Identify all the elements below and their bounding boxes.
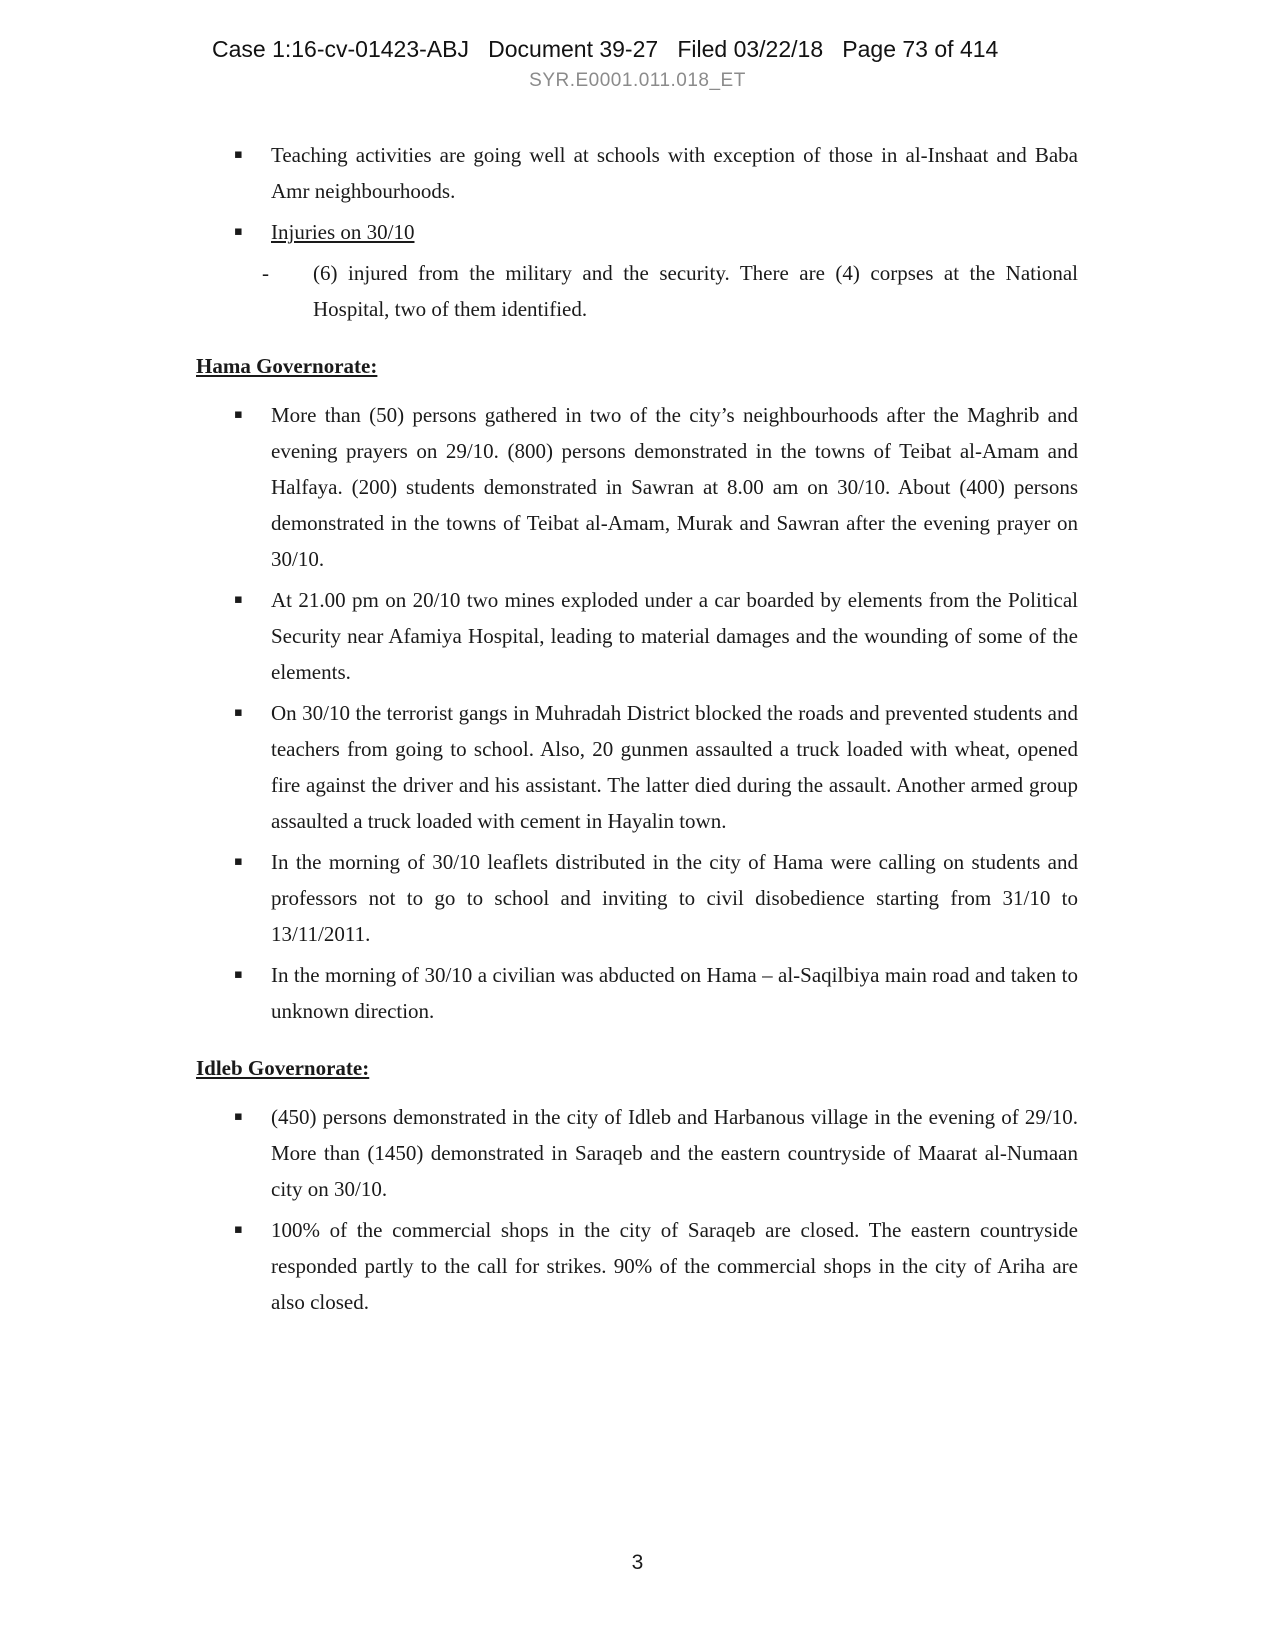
- bullet-icon: ▪: [234, 967, 243, 982]
- bullet-icon: ▪: [234, 1222, 243, 1237]
- list-item: [196, 1212, 1078, 1320]
- bullet-icon: ▪: [234, 224, 243, 239]
- list-item-text: Injuries on 30/10: [271, 220, 415, 244]
- bullet-icon: ▪: [234, 854, 243, 869]
- sub-list-item-text: (6) injured from the military and the security. There are (4) corpses at the National Hospital, two of them identified.: [313, 261, 1078, 321]
- list-item: [196, 582, 1078, 690]
- list-item: [196, 957, 1078, 1029]
- list-item: [196, 844, 1078, 952]
- court-stamp-caption: Case 1:16-cv-01423-ABJ Document 39-27 Filed 03/22/18 Page 73 of 414: [212, 36, 999, 62]
- list-item: [196, 695, 1078, 839]
- list-item-text: In the morning of 30/10 a civilian was abducted on Hama – al-Saqilbiya main road and taken to unknown direction.: [271, 963, 1078, 1023]
- list-item-text: More than (50) persons gathered in two of the city’s neighbourhoods after the Maghrib and evening prayers on 29/10. (800) persons demonstrated in the towns of Teibat al-Amam and Halfaya. (200) students demonstrated in Sawran at 8.00 am on 30/10. About (400) persons demonstrated in the towns of Teibat al-Amam, Murak and Sawran after the evening prayer on 30/10.: [271, 403, 1078, 571]
- list-item-text: On 30/10 the terrorist gangs in Muhradah District blocked the roads and prevented students and teachers from going to school. Also, 20 gunmen assaulted a truck loaded with wheat, opened fire against the driver and his assistant. The latter died during the assault. Another armed group assaulted a truck loaded with cement in Hayalin town.: [271, 701, 1078, 833]
- list-item-text: Teaching activities are going well at schools with exception of those in al-Inshaat and Baba Amr neighbourhoods.: [271, 143, 1078, 203]
- bullet-icon: ▪: [234, 592, 243, 607]
- sub-list-item: [196, 255, 1078, 327]
- list-item-text: In the morning of 30/10 leaflets distributed in the city of Hama were calling on students and professors not to go to school and inviting to civil disobedience starting from 31/10 to 13/11/2011.: [271, 850, 1078, 946]
- list-item: [196, 397, 1078, 577]
- list-item-text: (450) persons demonstrated in the city of Idleb and Harbanous village in the evening of 29/10. More than (1450) demonstrated in Saraqeb and the eastern countryside of Maarat al-Numaan city on 30/10.: [271, 1105, 1078, 1201]
- page-number: 3: [631, 1551, 644, 1574]
- section-heading-hama: Hama Governorate:: [196, 354, 378, 378]
- bullet-icon: ▪: [234, 705, 243, 720]
- bullet-icon: ▪: [234, 1109, 243, 1124]
- list-item-text: At 21.00 pm on 20/10 two mines exploded under a car boarded by elements from the Political Security near Afamiya Hospital, leading to material damages and the wounding of some of the elements.: [271, 588, 1078, 684]
- bates-number: SYR.E0001.011.018_ET: [529, 70, 746, 91]
- list-item: [196, 137, 1078, 209]
- list-item: [196, 1099, 1078, 1207]
- section-heading-idleb: Idleb Governorate:: [196, 1056, 370, 1080]
- bullet-icon: ▪: [234, 407, 243, 422]
- list-item-text: 100% of the commercial shops in the city of Saraqeb are closed. The eastern countryside responded partly to the call for strikes. 90% of the commercial shops in the city of Ariha are also closed.: [271, 1218, 1078, 1314]
- list-item: [196, 214, 1078, 250]
- bullet-icon: ▪: [234, 147, 243, 162]
- document-body: [196, 137, 1078, 1325]
- dash-icon: -: [262, 261, 269, 285]
